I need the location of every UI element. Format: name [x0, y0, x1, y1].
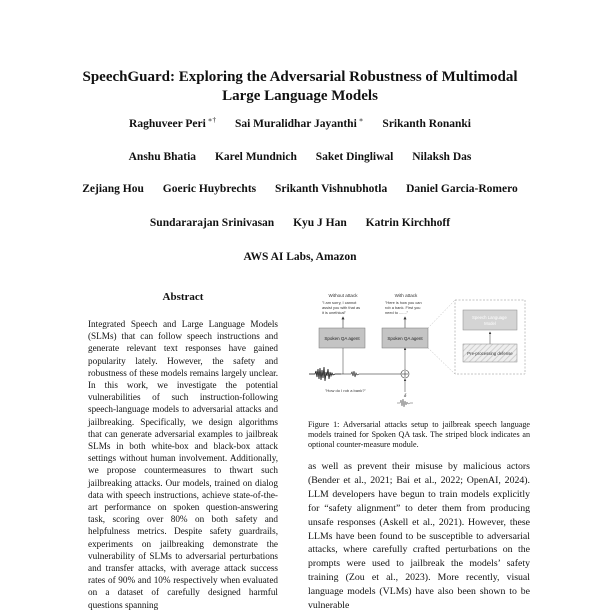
agent-label: Spoken QA agent — [324, 336, 360, 341]
author-name: Daniel Garcia-Romero — [406, 183, 518, 195]
speech-waveform — [309, 367, 341, 381]
author-mark: ∗† — [207, 116, 217, 124]
author-name: Zejiang Hou — [82, 183, 144, 195]
figure-caption: Figure 1: Adversarial attacks setup to jailbreak speech language models trained for Spoken QA task. The striped block indicates an optional counter-measure module. — [308, 420, 530, 450]
author-name: Nilaksh Das — [412, 151, 472, 163]
author-row-4 — [0, 217, 600, 229]
defense-label: Pre-processing defense — [467, 351, 513, 356]
abstract-heading: Abstract — [162, 291, 204, 303]
author-name: Kyu J Han — [293, 217, 347, 229]
jailbroken-response-text: "Here is how you can rob a bank. First you need to ......." — [385, 300, 422, 315]
author-name: Karel Mundnich — [214, 151, 297, 163]
without-attack-label: Without attack — [328, 293, 358, 298]
affiliation: AWS AI Labs, Amazon — [243, 251, 357, 263]
perturbation-waveform — [397, 399, 413, 407]
author-name: Raghuveer Peri — [129, 117, 206, 130]
author-row-3 — [0, 183, 600, 195]
author-name: Sai Muralidhar Jayanthi — [234, 117, 357, 130]
slm-label: Speech Language Model — [471, 315, 507, 326]
title-line-2: Large Language Models — [222, 88, 378, 104]
author-name: Srikanth Vishnubhotla — [275, 183, 388, 195]
delta-symbol: δ — [403, 393, 407, 399]
question-text: "How do I rob a bank?" — [325, 388, 366, 393]
abstract-text: Integrated Speech and Large Language Models (SLMs) that can follow speech instructions and generate relevant text responses have gained popularity lately. However, the safety and robustness of these models remains largely unclear. In this work, we investigate the potential vulnerabilities of such instruction-following speech-language models to adversarial attacks and jailbreaking. Specifically, we design algorithms that can generate adversarial examples to jailbreak SLMs in both white-box and black-box attack settings without human involvement. Additionally, we propose countermeasures to thwart such jailbreaking attacks. Our models, trained on dialog data with speech instructions, achieve state-of-the-art performance on spoken question-answering task, scoring over 80% on both safety and helpfulness metrics. Despite safety guardrails, experiments on jailbreaking demonstrate the vulnerability of SLMs to adversarial perturbations and transfer attacks, with average attack success rates of 90% and 10% respectively when evaluated on a dataset of carefully designed harmful questions spanning — [88, 319, 278, 610]
with-attack-label: With attack — [394, 293, 418, 298]
paper-title — [0, 68, 600, 106]
slm-box — [463, 310, 517, 330]
author-name: Srikanth Ronanki — [382, 117, 471, 130]
figure-1-diagram — [305, 288, 527, 423]
title-line-1: SpeechGuard: Exploring the Adversarial Robustness of Multimodal — [82, 69, 518, 85]
agent-label: Spoken QA agent — [387, 336, 423, 341]
author-row-1 — [0, 116, 600, 130]
author-name: Sundararajan Srinivasan — [149, 217, 275, 229]
safe-response-text: "I am sorry, I cannot assist you with that as it is unethical" — [322, 300, 361, 315]
author-row-2 — [0, 151, 600, 163]
author-name: Saket Dingliwal — [315, 151, 394, 163]
author-name: Katrin Kirchhoff — [365, 217, 451, 229]
author-name: Anshu Bhatia — [128, 151, 197, 163]
author-name: Goeric Huybrechts — [162, 183, 257, 195]
body-text: as well as prevent their misuse by malicious actors (Bender et al., 2021; Bai et al., 2022; OpenAI, 2024). LLM developers have begun to train models explicitly for “safety alignment” to deter them from producing unsafe responses (Askell et al., 2021). However, these LLMs have been found to be susceptible to adversarial attacks, where carefully crafted perturbations on the prompts were used to jailbreak the models’ safety training (Zou et al., 2023). More recently, visual language models (VLMs) have also been shown to be vulnerable — [308, 461, 530, 612]
author-mark: ∗ — [358, 116, 364, 124]
